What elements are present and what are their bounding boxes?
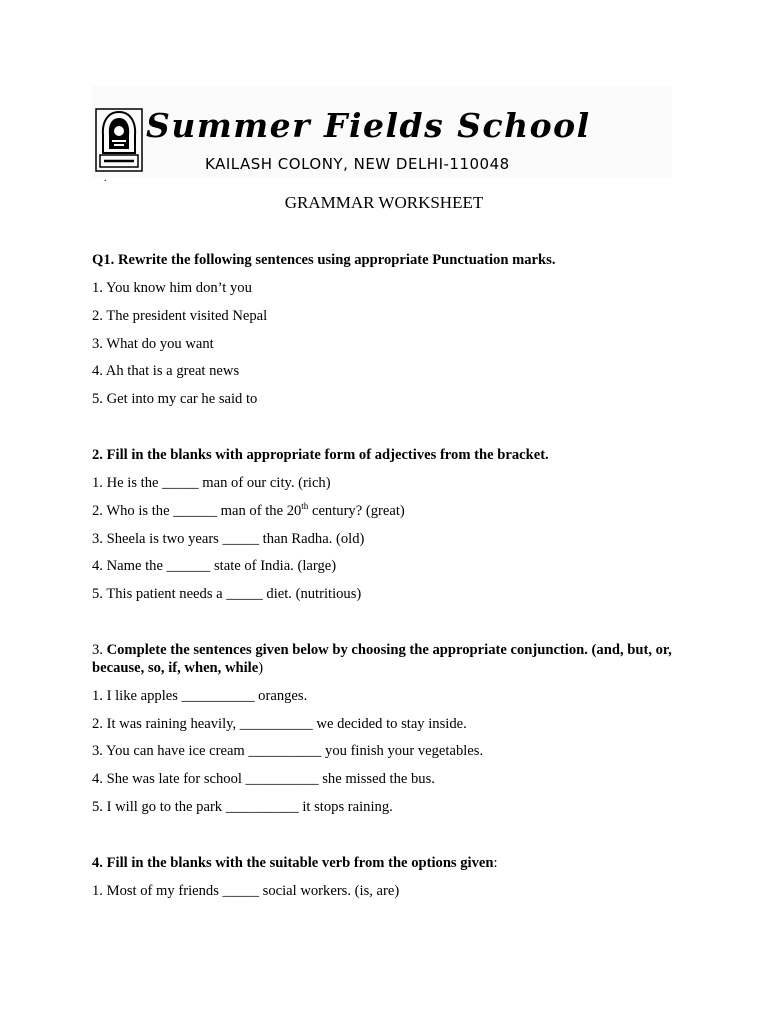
section3-heading [92,641,672,677]
section3-item-2: 2. It was raining heavily, __________ we decided to stay inside. [92,716,467,732]
school-crest-icon [94,107,144,173]
section1-heading: Q1. Rewrite the following sentences using appropriate Punctuation marks. [92,252,556,268]
section3-heading-text: Complete the sentences given below by choosing the appropriate conjunction. (and, but, or, because, so, if, when, while [92,642,672,676]
section1-item-2: 2. The president visited Nepal [92,308,268,324]
school-name: Summer Fields School [146,106,591,145]
section3-item-5: 5. I will go to the park __________ it stops raining. [92,799,393,815]
section3-heading-end: ) [258,660,264,676]
section4-item-1: 1. Most of my friends _____ social workers. (is, are) [92,883,400,899]
ordinal-suffix: th [301,501,309,512]
section3-number: 3. [92,642,107,658]
section1-item-3: 3. What do you want [92,336,214,352]
worksheet-title: GRAMMAR WORKSHEET [284,193,484,212]
section4-heading-text: 4. Fill in the blanks with the suitable verb from the options given [92,855,494,871]
section2-item-1: 1. He is the _____ man of our city. (rich) [92,475,331,491]
section2-item-2-tail: century? (great) [308,503,405,519]
section2-item-5: 5. This patient needs a _____ diet. (nutritious) [92,586,362,602]
header-dot: . [104,173,107,184]
section1-item-4: 4. Ah that is a great news [92,363,240,379]
school-address: KAILASH COLONY, NEW DELHI-110048 [205,155,510,173]
section2-heading: 2. Fill in the blanks with appropriate form of adjectives from the bracket. [92,447,549,463]
section3-item-1: 1. I like apples __________ oranges. [92,688,308,704]
section2-item-2 [92,502,405,520]
section4-heading [92,854,498,872]
section2-item-2-text: 2. Who is the ______ man of the 20 [92,503,302,519]
section1-item-5: 5. Get into my car he said to [92,391,258,407]
section2-item-3: 3. Sheela is two years _____ than Radha. (old) [92,531,365,547]
section3-item-3: 3. You can have ice cream __________ you finish your vegetables. [92,743,484,759]
section1-item-1: 1. You know him don’t you [92,280,252,296]
section2-item-4: 4. Name the ______ state of India. (large) [92,558,337,574]
section3-item-4: 4. She was late for school __________ she missed the bus. [92,771,435,787]
section4-heading-end: : [493,855,498,871]
